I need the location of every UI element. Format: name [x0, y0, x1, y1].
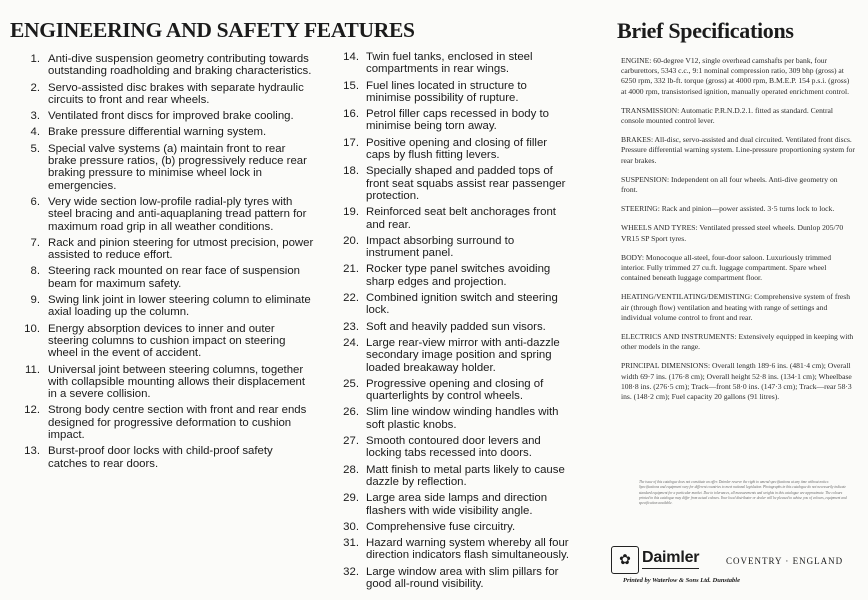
feature-item — [326, 435, 570, 460]
feature-item — [4, 445, 314, 470]
features-title: ENGINEERING AND SAFETY FEATURES — [10, 18, 415, 42]
feature-text: Energy absorption devices to inner and outer steering columns to cushion impact on steering wheel in the event of accident. — [48, 322, 286, 360]
feature-item — [4, 237, 314, 262]
feature-item — [326, 566, 570, 591]
feature-number: 31. — [343, 537, 359, 550]
feature-item — [326, 337, 570, 374]
feature-number: 24. — [343, 336, 359, 349]
feature-text: Petrol filler caps recessed in body to minimise being torn away. — [366, 108, 549, 133]
feature-item — [4, 110, 314, 122]
features-list-left — [4, 53, 314, 474]
feature-item — [4, 143, 314, 192]
feature-text: Burst-proof door locks with child-proof safety catches to rear doors. — [48, 445, 273, 470]
feature-text: Brake pressure differential warning system. — [48, 126, 267, 139]
feature-number: 15. — [343, 79, 359, 92]
feature-text: Servo-assisted disc brakes with separate hydraulic circuits to front and rear wheels. — [48, 81, 304, 106]
feature-item — [326, 263, 570, 288]
feature-item — [326, 235, 570, 260]
feature-text: Universal joint between steering columns, together with collapsible mounting allows their displacement in a severe collision. — [48, 363, 306, 401]
feature-text: Large area side lamps and direction flashers with wide visibility angle. — [366, 492, 548, 517]
feature-text: Specially shaped and padded tops of front seat squabs assist rear passenger protection. — [366, 165, 566, 202]
feature-text: Ventilated front discs for improved brake cooling. — [48, 110, 294, 123]
feature-item — [4, 196, 314, 233]
spec-paragraph: HEATING/VENTILATING/DEMISTING: Comprehensive system of fresh air (through flow) ventilation and heating with range of settings and individual volume control to front and rear. — [621, 292, 851, 322]
feature-text: Combined ignition switch and steering lock. — [366, 292, 558, 317]
feature-number: 17. — [343, 136, 359, 149]
feature-text: Soft and heavily padded sun visors. — [366, 320, 546, 333]
spec-paragraph: ENGINE: 60-degree V12, single overhead camshafts per bank, four carburettors, 5343 c.c., 9:1 nominal compression ratio, 309 bhp (gross) at 6250 rpm, 332 lb-ft. torque (gross) at 4000 rpm, B.M.E.P. 154 p.s.i. (gross) at 4000 rpm, transistorised ignition, manually operated enrichment control. — [621, 56, 850, 96]
feature-item — [4, 364, 314, 401]
feature-number: 27. — [343, 435, 359, 448]
feature-text: Positive opening and closing of filler caps by flush fitting levers. — [366, 136, 548, 162]
features-list-right — [326, 51, 570, 594]
feature-number: 3. — [30, 110, 40, 123]
feature-number: 1. — [30, 53, 40, 65]
feature-number: 29. — [343, 492, 359, 505]
feature-text: Hazard warning system whereby all four direction indicators flash simultaneously. — [366, 537, 570, 562]
feature-number: 32. — [343, 565, 359, 578]
feature-number: 21. — [343, 263, 359, 276]
feature-text: Smooth contoured door levers and locking tabs recessed into doors. — [366, 435, 541, 460]
feature-number: 25. — [343, 377, 359, 390]
feature-text: Large rear-view mirror with anti-dazzle secondary image position and spring loaded breakaway holder. — [366, 336, 560, 374]
feature-text: Steering rack mounted on rear face of suspension beam for maximum safety. — [48, 265, 301, 290]
feature-item — [4, 265, 314, 290]
daimler-crest-icon: ✿ — [611, 546, 639, 574]
feature-number: 30. — [343, 520, 359, 533]
feature-number: 5. — [30, 142, 40, 155]
feature-text: Impact absorbing surround to instrument panel. — [366, 234, 515, 260]
spec-paragraph: WHEELS AND TYRES: Ventilated pressed steel wheels. Dunlop 205/70 VR15 SP Sport tyres. — [621, 223, 844, 243]
spec-paragraph: BODY: Monocoque all-steel, four-door saloon. Luxuriously trimmed interior. Fully trimmed 27 cu.ft. luggage compartment. Spare wheel contained beneath luggage compartment floor. — [621, 252, 832, 283]
spec-paragraph: BRAKES: All-disc, servo-assisted and dual circuited. Ventilated front discs. Pressure differential warning system. Line-pressure proportioning system for rear brakes. — [621, 135, 855, 165]
feature-text: Matt finish to metal parts likely to cause dazzle by reflection. — [366, 463, 565, 488]
spec-paragraph: SUSPENSION: Independent on all four wheels. Anti-dive geometry on front. — [621, 174, 838, 195]
feature-item — [326, 464, 570, 489]
feature-text: Rocker type panel switches avoiding sharp edges and projection. — [366, 263, 551, 288]
feature-text: Special valve systems (a) maintain front to rear brake pressure ratios, (b) progressively reduce rear braking pressure to minimise wheel lock in emergencies. — [48, 142, 307, 192]
feature-item — [326, 108, 570, 133]
feature-number: 18. — [343, 165, 359, 178]
feature-item — [326, 137, 570, 162]
feature-text: Anti-dive suspension geometry contributing towards outstanding roadholding and braking characteristics. — [48, 53, 312, 78]
feature-number: 23. — [343, 320, 359, 333]
feature-item — [4, 53, 314, 78]
feature-text: Comprehensive fuse circuitry. — [366, 520, 516, 533]
feature-number: 28. — [343, 463, 359, 476]
specifications-list — [621, 56, 856, 411]
feature-item — [326, 51, 570, 76]
feature-number: 22. — [343, 292, 359, 305]
spec-paragraph: PRINCIPAL DIMENSIONS: Overall length 189·6 ins. (481·4 cm); Overall width 69·7 ins. (176·8 cm); Overall height 52·8 ins. (134·1 cm); Wheelbase 108·8 ins. (276·5 cm); Track—front 58·0 ins. (147·3 cm); Track—rear 58·3 ins. (148·2 cm); Fuel capacity 20 gallons (91 litres). — [621, 361, 852, 402]
feature-item — [326, 492, 570, 517]
feature-text: Fuel lines located in structure to minimise possibility of rupture. — [366, 79, 527, 104]
feature-item — [326, 165, 570, 202]
brand-location: COVENTRY · ENGLAND — [726, 556, 844, 566]
feature-item — [4, 404, 314, 441]
feature-item — [326, 321, 570, 333]
feature-text: Rack and pinion steering for utmost precision, power assisted to reduce effort. — [48, 236, 314, 262]
feature-number: 26. — [343, 406, 359, 419]
feature-number: 12. — [24, 404, 40, 417]
feature-number: 20. — [343, 234, 359, 247]
feature-item — [326, 292, 570, 317]
specs-title: Brief Specifications — [617, 18, 794, 43]
feature-number: 11. — [25, 363, 40, 376]
feature-number: 14. — [343, 51, 359, 63]
feature-text: Twin fuel tanks, enclosed in steel compartments in rear wings. — [366, 51, 533, 76]
feature-item — [4, 323, 314, 360]
feature-item — [4, 82, 314, 107]
brand-row — [611, 544, 861, 576]
feature-number: 4. — [30, 126, 40, 139]
feature-number: 2. — [30, 81, 40, 94]
feature-text: Progressive opening and closing of quarterlights by control wheels. — [366, 377, 544, 403]
feature-number: 8. — [30, 265, 40, 278]
feature-item — [326, 521, 570, 533]
feature-number: 7. — [30, 236, 40, 249]
feature-item — [326, 80, 570, 105]
feature-item — [4, 126, 314, 138]
brand-name: Daimler — [642, 549, 699, 569]
feature-number: 6. — [30, 195, 40, 208]
feature-item — [4, 294, 314, 319]
spec-paragraph: STEERING: Rack and pinion—power assisted. 3·5 turns lock to lock. — [621, 204, 835, 214]
feature-number: 10. — [24, 322, 40, 335]
feature-text: Slim line window winding handles with soft plastic knobs. — [366, 406, 559, 431]
feature-number: 13. — [24, 445, 40, 458]
spec-paragraph: ELECTRICS AND INSTRUMENTS: Extensively equipped in keeping with other models in the range. — [621, 332, 854, 352]
feature-number: 9. — [30, 294, 40, 307]
feature-item — [326, 378, 570, 403]
feature-number: 16. — [343, 108, 359, 121]
printer-credit: Printed by Waterlow & Sons Ltd. Dunstable — [623, 577, 740, 584]
feature-item — [326, 206, 570, 231]
feature-item — [326, 406, 570, 431]
spec-paragraph: TRANSMISSION: Automatic P.R.N.D.2.1. fitted as standard. Central console mounted control lever. — [621, 105, 833, 126]
feature-text: Strong body centre section with front and rear ends designed for progressive deformation to cushion impact. — [48, 404, 307, 442]
feature-item — [326, 537, 570, 562]
feature-text: Swing link joint in lower steering column to eliminate axial loading up the column. — [48, 294, 311, 319]
feature-number: 19. — [343, 206, 359, 219]
feature-text: Reinforced seat belt anchorages front and rear. — [366, 206, 556, 231]
feature-text: Large window area with slim pillars for good all-round visibility. — [366, 565, 559, 590]
feature-text: Very wide section low-profile radial-ply tyres with steel bracing and anti-aquaplaning tread pattern for maximum road grip in all weather conditions. — [48, 195, 307, 233]
disclaimer-text: The issue of this catalogue does not constitute an offer. Daimler reserve the right to amend specifications at any time without notice. Specifications and equipment vary for different countries to meet national legislation. Photographs in this catalogue do not necessarily indicate standard equipment for a particular market. Due to tolerances, all measurements and weights in this catalogue are approximate. The colours printed in this catalogue may differ from actual colours. Your local distributor or dealer will be pleased to advise you of colours, equipment and specification available. — [639, 480, 847, 506]
